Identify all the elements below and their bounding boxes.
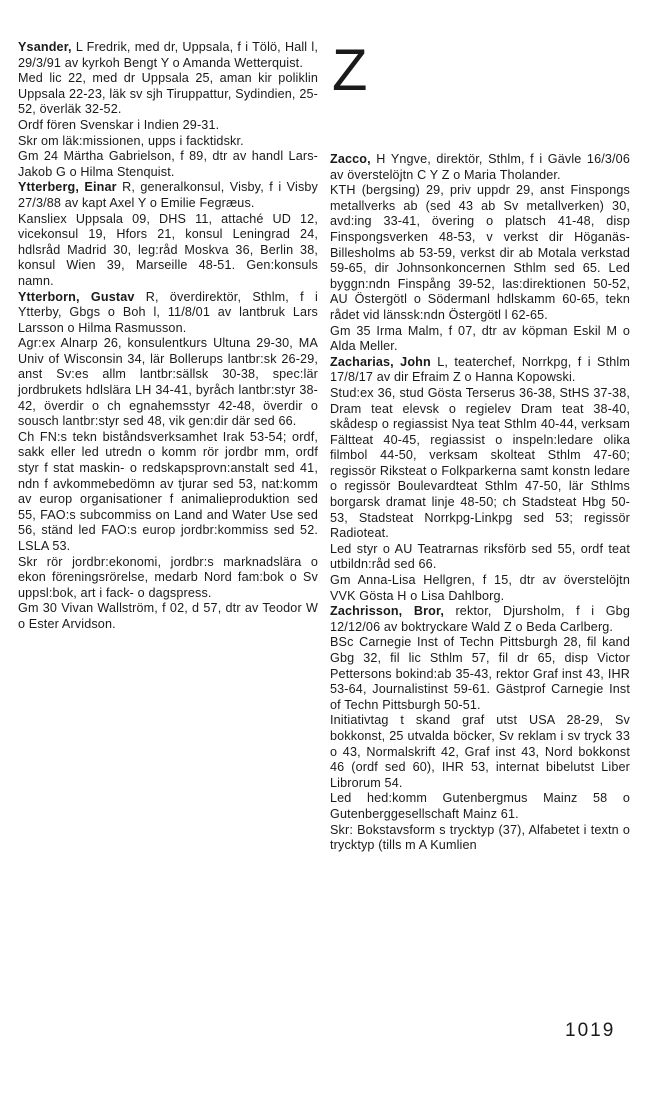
entry-paragraph: Agr:ex Alnarp 26, konsulentkurs Ultuna 29-30, MA Univ of Wisconsin 34, lär Bollerups lantbr:sk 26-29, anst Sv:es allm lantbr:sällsk 30-38, spec:lär jordbrukets hdlslära LH 34-41, byråch lantbr:styr 38-42, överdir o ch egnahemsstyr 42-48, överdir o sousch lantbr:styr sed 48, vik gen:dir där sed 66. — [18, 336, 318, 429]
entry-paragraph: Med lic 22, med dr Uppsala 25, aman kir poliklin Uppsala 22-23, läk sv sjh Tiruppattur, Sydindien, 25-52, överläk 32-52. — [18, 71, 318, 117]
entry-name: Ytterborn, Gustav — [18, 289, 135, 304]
entry-name: Zacharias, John — [330, 354, 431, 369]
entry-paragraph: Gm 35 Irma Malm, f 07, dtr av köpman Eskil M o Alda Meller. — [330, 323, 630, 354]
entry-paragraph: Skr om läk:missionen, upps i facktidskr. — [18, 133, 244, 148]
entry-summary: R, överdirektör, Sthlm, f i Ytterby, Gbgs o Boh l, 11/8/01 av lantbruk Lars Larsson o Hilma Rasmusson. — [18, 289, 318, 335]
entry-header — [18, 290, 318, 337]
entry-paragraph: Led styr o AU Teatrarnas riksförb sed 55, ordf teat utbildn:råd sed 66. — [330, 541, 630, 572]
entry-paragraph: Ordf fören Svenskar i Indien 29-31. — [18, 117, 220, 132]
entry-paragraph: KTH (bergsing) 29, priv uppdr 29, anst Finspongs metallverks ab (sed 43 ab Sv metallverken) 30, avd:ing 33-41, övering o platsch 41-48, disp Finspongsverken 48-53, v verkst dir Höganäs-Billesholms ab 53-59, verkst dir ab Motala verkstad 59-65, dir Johnsonkoncernen Sthlm sed 65. Led byggn:ndn Finspång 39-52, las:direktionen 50-52, AU Östergötl o Södermanl hdlskamm 60-65, tekn rådet vid länssk:ndn Östergötl l 62-65. — [330, 183, 630, 322]
entry-summary: L Fredrik, med dr, Uppsala, f i Tölö, Hall l, 29/3/91 av kyrkoh Bengt Y o Amanda Wetterquist. — [18, 40, 318, 70]
entry-paragraph: Led hed:komm Gutenbergmus Mainz 58 o Gutenberggesellschaft Mainz 61. — [330, 791, 630, 821]
entry-paragraph: Stud:ex 36, stud Gösta Terserus 36-38, StHS 37-38, Dram teat elevsk o regielev Dram teat 38-40, skådesp o regiassist Nya teat Sthlm 40-44, verksam Fältteat 40-45, regiassist o inspeln:ledare olika filmbol 44-50, verksam skolteat Sthlm 47-60; regissör Riksteat o Folkparkerna samt konstn ledare o regissör Boulevardteat Sthlm 47-50, lär Sthlms borgarsk dramat linje 48-50; ch Stadsteat Hbg 50-53, Stadsteat Norrkpg-Linkpg sed 53; regissör Radioteat. — [330, 385, 630, 541]
biography-entry — [18, 40, 318, 180]
entry-summary: H Yngve, direktör, Sthlm, f i Gävle 16/3/06 av överstelöjtn C Y Z o Maria Tholander. — [330, 152, 630, 182]
entry-paragraph: Gm 30 Vivan Wallström, f 02, d 57, dtr av Teodor W o Ester Arvidson. — [18, 601, 318, 631]
entry-header — [330, 355, 630, 386]
biography-entry — [18, 180, 318, 289]
entry-header — [330, 152, 630, 183]
right-column — [330, 38, 631, 854]
biography-entry — [330, 604, 630, 854]
entry-name: Ytterberg, Einar — [18, 180, 117, 195]
entry-paragraph: Ch FN:s tekn biståndsverksamhet Irak 53-54; ordf, sakk eller led utredn o komm rör jordbr mm, ordf styr f stat maskin- o redskapsprovn:anstalt sed 41, ndn f avkommebedömn av tjurar sed 53, nat:komm av europ organisationer f animalieproduktion sed 55, FAO:s subcommiss on Land and Water Use sed 56, ständ led FAO:s europ jordbr:kommiss sed 52. LSLA 53. — [18, 429, 318, 553]
section-letter: Z — [332, 38, 368, 103]
left-column — [18, 40, 318, 633]
page-number: 1019 — [565, 1020, 616, 1041]
entry-paragraph: Gm 24 Märtha Gabrielson, f 89, dtr av handl Lars-Jakob G o Hilma Stenquist. — [18, 149, 318, 179]
entry-paragraph: Skr rör jordbr:ekonomi, jordbr:s marknadslära o ekon föreningsrörelse, medarb Nord fam:bok o Sv uppsl:bok, art i fack- o dagspress. — [18, 554, 318, 600]
entry-summary: rektor, Djursholm, f i Gbg 12/12/06 av boktryckare Wald Z o Beda Carlberg. — [330, 604, 630, 634]
biography-entry — [18, 290, 318, 633]
entry-paragraph: Kansliex Uppsala 09, DHS 11, attaché UD 12, vicekonsul 19, Hfors 21, konsul Leningrad 24, hdlsråd Madrid 30, leg:råd Moskva 36, Berlin 38, konsul Wien 39, Marseille 48-51. Gen:konsuls namn. — [18, 211, 318, 288]
entry-paragraph: BSc Carnegie Inst of Techn Pittsburgh 28, fil kand Gbg 32, fil lic Sthlm 57, fil dr 65, disp Victor Pettersons bokind:ab 35-43, rektor Graf inst 43, IHR 53-64, Journalistinst 59-61. Gästprof Carnegie Inst of Techn Pittsburgh 50-51. — [330, 635, 630, 712]
entry-paragraph: Skr: Bokstavsform s trycktyp (37), Alfabetet i textn o trycktyp (tills m A Kumlien — [330, 822, 630, 853]
entry-summary: L, teaterchef, Norrkpg, f i Sthlm 17/8/17 av dir Efraim Z o Hanna Kopowski. — [330, 354, 631, 385]
entry-name: Zacco, — [330, 152, 371, 166]
entry-name: Ysander, — [18, 40, 72, 54]
entry-header — [18, 180, 318, 211]
entry-header — [18, 40, 318, 71]
biography-entry — [330, 152, 630, 355]
entry-name: Zachrisson, Bror, — [330, 604, 444, 619]
entry-header — [330, 604, 630, 635]
entry-paragraph: Gm Anna-Lisa Hellgren, f 15, dtr av överstelöjtn VVK Gösta H o Lisa Dahlborg. — [330, 573, 630, 603]
entry-paragraph: Initiativtag t skand graf utst USA 28-29, Sv bokkonst, 25 utvalda böcker, Sv reklam i sv tryck 33 o 43, Normalskrift 42, Graf inst 43, Nord bokkonst 46 (ordf sed 60), IHR 53, internat bibelutst Liber Librorum 54. — [330, 713, 630, 790]
biography-entry — [330, 355, 630, 605]
entry-summary: R, generalkonsul, Visby, f i Visby 27/3/88 av kapt Axel Y o Emilie Fegræus. — [18, 180, 318, 210]
